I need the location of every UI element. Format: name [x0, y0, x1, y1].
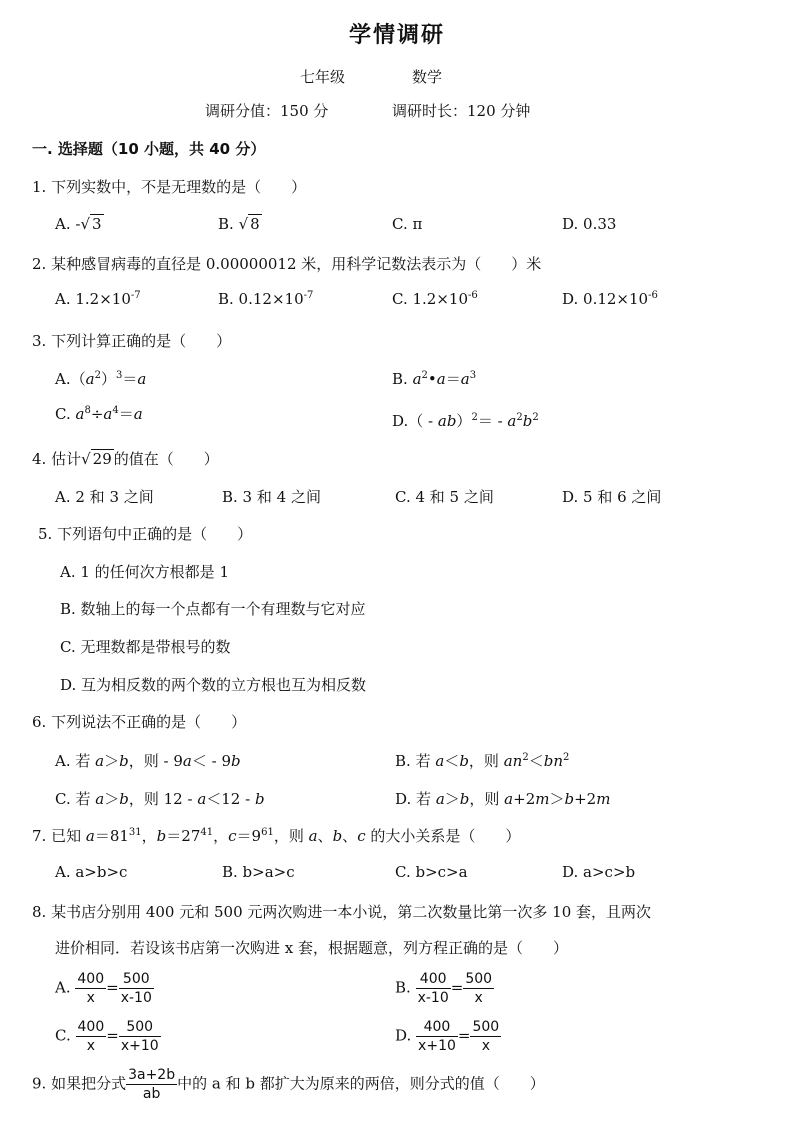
question-3-option-b: B. $a^2•a=a^3$ — [392, 370, 477, 388]
question-1-stem: 1. 下列实数中，不是无理数的是（ ） — [32, 178, 307, 196]
question-6-option-a: A. 若 a＞b，则 - 9a＜ - 9b — [55, 752, 241, 770]
fraction: $\frac{500}{x-10}$ — [120, 971, 152, 1006]
question-8-stem-line1: 8. 某书店分别用 400 元和 500 元两次购进一本小说，第二次数量比第一次多 10 套，且两次 — [32, 903, 652, 921]
question-2-option-d: D. $0.12\times 10^{-6}$ — [562, 290, 658, 308]
question-5-option-d: D. 互为相反数的两个数的立方根也互为相反数 — [60, 676, 367, 694]
page-title: 学情调研 — [348, 23, 445, 48]
fraction: $\frac{400}{x+10}$ — [418, 1019, 456, 1054]
question-2-stem: 2. 某种感冒病毒的直径是 0.00000012 米，用科学记数法表示为（ ）米 — [32, 255, 542, 273]
fraction: $\frac{400}{x}$ — [77, 971, 105, 1006]
question-3-option-d: $D.( - ab)^2= - a^2b^2$ — [392, 412, 539, 430]
question-8-option-c: C. $\frac{400}{x}$ = $\frac{500}{x+10}$ — [55, 1019, 159, 1054]
question-1-option-b: B. √ 8 — [218, 215, 260, 233]
fraction: $\frac{400}{x-10}$ — [417, 971, 449, 1006]
question-3-option-a: $A.(a^2)^3=a$ — [55, 370, 147, 388]
question-8-stem-line2: 进价相同．若设该书店第一次购进 x 套，根据题意，列方程正确的是（ ） — [55, 939, 568, 957]
question-5-stem: 5. 下列语句中正确的是（ ） — [38, 525, 253, 543]
question-7-option-a: A. a>b>c — [55, 863, 128, 881]
fraction: $\frac{3a+2b}{ab}$ — [128, 1067, 176, 1102]
question-5-option-b: B. 数轴上的每一个点都有一个有理数与它对应 — [60, 600, 366, 618]
question-4-option-d: D. 5 和 6 之间 — [562, 488, 662, 506]
section-heading: 一. 选择题（10 小题，共 40 分） — [32, 140, 266, 158]
question-4-option-c: C. 4 和 5 之间 — [395, 488, 494, 506]
fraction: $\frac{500}{x}$ — [465, 971, 493, 1006]
question-8-option-d: D. $\frac{400}{x+10}$ = $\frac{500}{x}$ — [395, 1019, 500, 1054]
fraction: $\frac{500}{x}$ — [472, 1019, 500, 1054]
question-7-option-d: D. a>c>b — [562, 863, 636, 881]
grade: 七年级 — [300, 68, 346, 86]
question-1-option-c: C. π — [392, 215, 423, 233]
sqrt-icon: √ 29 — [81, 450, 112, 468]
question-1-option-a: A. -√ 3 — [55, 215, 102, 233]
question-2-option-c: C. $1.2\times 10^{-6}$ — [392, 290, 478, 308]
fraction: $\frac{400}{x}$ — [77, 1019, 105, 1054]
question-6-option-c: C. 若 a＞b，则 12 - a＜12 - b — [55, 790, 265, 808]
question-5-option-c: C. 无理数都是带根号的数 — [60, 638, 231, 656]
fraction: $\frac{500}{x+10}$ — [120, 1019, 159, 1054]
question-1-option-d: D. 0.33 — [562, 215, 617, 233]
question-3-stem: 3. 下列计算正确的是（ ） — [32, 332, 232, 350]
question-5-option-a: A. 1 的任何次方根都是 1 — [60, 563, 229, 581]
score-info: 调研分值：150 分 — [205, 102, 329, 120]
subject: 数学 — [412, 68, 443, 86]
question-2-option-a: A. $1.2\times 10^{-7}$ — [55, 290, 141, 308]
question-6-option-d: D. 若 a＞b，则 a+2m＞b+2m — [395, 790, 611, 808]
time-info: 调研时长：120 分钟 — [392, 102, 531, 120]
question-7-option-b: B. b>a>c — [222, 863, 295, 881]
question-2-option-b: B. $0.12\times 10^{-7}$ — [218, 290, 314, 308]
question-8-option-b: B. $\frac{400}{x-10}$ = $\frac{500}{x}$ — [395, 971, 493, 1006]
question-7-option-c: C. b>c>a — [395, 863, 468, 881]
question-6-option-b: B. 若 a＜b，则 $an^2<bn^2$ — [395, 752, 570, 770]
sqrt-icon: √ 3 — [80, 215, 102, 233]
question-4-option-b: B. 3 和 4 之间 — [222, 488, 321, 506]
question-7-stem: 7. 已知 $a=81^{31}$，$b=27^{41}$，$c=9^{61}$，则 a、b、c 的大小关系是（ ） — [32, 827, 521, 845]
question-4-stem: 4. 估计√ 29 的值在（ ） — [32, 450, 219, 468]
question-3-option-c: C. $a^8\div a^4=a$ — [55, 405, 143, 423]
question-8-option-a: A. $\frac{400}{x}$ = $\frac{500}{x-10}$ — [55, 971, 152, 1006]
question-6-stem: 6. 下列说法不正确的是（ ） — [32, 713, 247, 731]
sqrt-icon: √ 8 — [238, 215, 260, 233]
question-9-stem: 9. 如果把分式 $\frac{3a+2b}{ab}$ 中的 a 和 b 都扩大为原来的两倍，则分式的值（ ） — [32, 1067, 545, 1102]
question-4-option-a: A. 2 和 3 之间 — [55, 488, 154, 506]
